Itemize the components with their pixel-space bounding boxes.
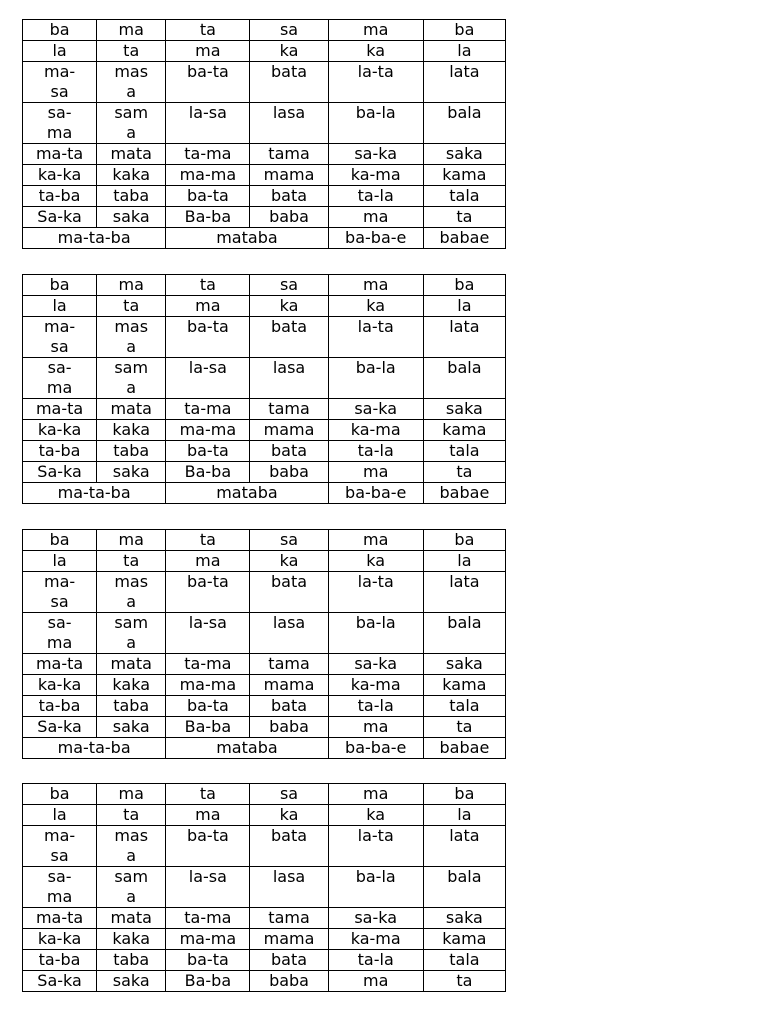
cell: la-sa [166, 358, 250, 399]
cell: la [423, 296, 505, 317]
cell [23, 867, 97, 908]
cell: la-ta [328, 317, 423, 358]
cell: ba-la [328, 358, 423, 399]
cell: sa [250, 20, 328, 41]
cell: ma [328, 20, 423, 41]
cell-line: mas [114, 317, 149, 336]
cell: kama [423, 165, 505, 186]
table-row [23, 572, 506, 613]
cell: ba-la [328, 613, 423, 654]
cell: ta [423, 971, 505, 992]
cell: lata [423, 317, 505, 358]
table-row [23, 530, 506, 551]
cell: ba [23, 275, 97, 296]
cell: taba [97, 186, 166, 207]
cell: la-ta [328, 826, 423, 867]
cell: sa [250, 275, 328, 296]
cell: ta-ba [23, 696, 97, 717]
cell: ma-ma [166, 675, 250, 696]
cell: la-sa [166, 103, 250, 144]
cell: ba-ta [166, 826, 250, 867]
cell: saka [97, 971, 166, 992]
cell-line: sam [114, 358, 149, 377]
cell [97, 826, 166, 867]
cell: ma [328, 462, 423, 483]
cell: bata [250, 317, 328, 358]
cell: saka [423, 144, 505, 165]
cell: ta-ma [166, 654, 250, 675]
cell: mata [97, 654, 166, 675]
cell-line: a [126, 378, 137, 397]
cell: baba [250, 462, 328, 483]
cell: ka-ma [328, 675, 423, 696]
cell: mama [250, 929, 328, 950]
cell: ta [97, 805, 166, 826]
cell: ka-ma [328, 929, 423, 950]
cell: kaka [97, 675, 166, 696]
cell: Sa-ka [23, 717, 97, 738]
cell: kaka [97, 420, 166, 441]
cell-line: sa- [47, 358, 72, 377]
cell: kama [423, 420, 505, 441]
cell [97, 613, 166, 654]
cell: ta-la [328, 696, 423, 717]
cell [23, 317, 97, 358]
cell [23, 826, 97, 867]
cell-line: a [126, 82, 137, 101]
cell: ma-ma [166, 929, 250, 950]
cell: ma-ta [23, 144, 97, 165]
table-row [23, 696, 506, 717]
cell: ma-ma [166, 420, 250, 441]
cell: tama [250, 908, 328, 929]
cell [97, 358, 166, 399]
table-row [23, 358, 506, 399]
cell: ba-la [328, 867, 423, 908]
table-row [23, 228, 506, 249]
cell: ba-ta [166, 317, 250, 358]
table-row [23, 103, 506, 144]
table-row [23, 441, 506, 462]
cell: tala [423, 696, 505, 717]
cell: ma-ta [23, 399, 97, 420]
cell: Sa-ka [23, 462, 97, 483]
cell: ma [328, 275, 423, 296]
table-row [23, 867, 506, 908]
cell: saka [97, 462, 166, 483]
cell [23, 572, 97, 613]
cell: ta [423, 717, 505, 738]
cell: bala [423, 103, 505, 144]
cell: ma-ta-ba [23, 228, 166, 249]
cell: lasa [250, 103, 328, 144]
cell: bala [423, 358, 505, 399]
cell: saka [423, 908, 505, 929]
cell: Ba-ba [166, 462, 250, 483]
cell: ma [97, 530, 166, 551]
cell: ta [97, 296, 166, 317]
cell-line: sam [114, 867, 149, 886]
cell-line: mas [114, 62, 149, 81]
cell [97, 62, 166, 103]
cell: ta [166, 20, 250, 41]
cell [97, 103, 166, 144]
cell: ka-ma [328, 420, 423, 441]
cell: ma [97, 20, 166, 41]
cell: ma [166, 805, 250, 826]
cell: bata [250, 826, 328, 867]
cell: lasa [250, 358, 328, 399]
cell: sa [250, 784, 328, 805]
cell: ta-la [328, 441, 423, 462]
cell: ta-ba [23, 441, 97, 462]
cell: ka [328, 551, 423, 572]
table-row [23, 62, 506, 103]
cell-line: a [126, 633, 137, 652]
cell: Ba-ba [166, 971, 250, 992]
cell: bala [423, 613, 505, 654]
cell: ma [328, 784, 423, 805]
table-row [23, 908, 506, 929]
table-row [23, 483, 506, 504]
cell: mama [250, 165, 328, 186]
table-row [23, 738, 506, 759]
cell: bata [250, 62, 328, 103]
cell: sa-ka [328, 399, 423, 420]
cell: ka [250, 805, 328, 826]
cell: babae [423, 228, 505, 249]
cell: saka [423, 654, 505, 675]
cell: ta-ba [23, 186, 97, 207]
cell: Sa-ka [23, 971, 97, 992]
cell: tala [423, 950, 505, 971]
table-row [23, 207, 506, 228]
table-row [23, 613, 506, 654]
cell: Sa-ka [23, 207, 97, 228]
cell: Ba-ba [166, 717, 250, 738]
cell: ma [328, 971, 423, 992]
cell: ta [97, 551, 166, 572]
cell: lata [423, 62, 505, 103]
cell-line: sa [50, 337, 69, 356]
cell: ba [423, 784, 505, 805]
cell: sa-ka [328, 654, 423, 675]
cell [97, 317, 166, 358]
cell: ba-ta [166, 572, 250, 613]
cell: ba-ta [166, 441, 250, 462]
cell: ta [97, 41, 166, 62]
cell: ma [328, 530, 423, 551]
cell: la [23, 296, 97, 317]
cell: baba [250, 717, 328, 738]
cell: saka [423, 399, 505, 420]
cell: ka-ka [23, 675, 97, 696]
cell-line: ma- [43, 572, 76, 591]
cell: Ba-ba [166, 207, 250, 228]
cell: la-sa [166, 613, 250, 654]
cell: bala [423, 867, 505, 908]
cell-line: sa [50, 592, 69, 611]
cell-line: ma [46, 123, 73, 142]
cell: kama [423, 929, 505, 950]
table-row [23, 165, 506, 186]
syllable-table-3 [22, 529, 506, 759]
cell [97, 867, 166, 908]
cell: ba-ta [166, 696, 250, 717]
cell: tama [250, 654, 328, 675]
cell: ba-ba-e [328, 483, 423, 504]
cell: mama [250, 420, 328, 441]
cell: ta-la [328, 186, 423, 207]
cell: ta-ma [166, 399, 250, 420]
cell: la [23, 551, 97, 572]
cell: mataba [166, 483, 328, 504]
cell: ma [166, 551, 250, 572]
cell: ma [97, 275, 166, 296]
cell: ta-la [328, 950, 423, 971]
cell-line: ma [46, 633, 73, 652]
table-row [23, 20, 506, 41]
cell: ba [423, 275, 505, 296]
cell: tama [250, 144, 328, 165]
cell: ba-ta [166, 186, 250, 207]
cell-line: mas [114, 572, 149, 591]
cell: ta [423, 462, 505, 483]
cell: saka [97, 717, 166, 738]
cell: ba-ta [166, 62, 250, 103]
cell: ba [423, 20, 505, 41]
cell-line: ma- [43, 826, 76, 845]
table-row [23, 929, 506, 950]
table-row [23, 144, 506, 165]
cell [97, 572, 166, 613]
cell: ba-ba-e [328, 228, 423, 249]
cell: ka [328, 805, 423, 826]
table-row [23, 784, 506, 805]
cell: ma-ta [23, 654, 97, 675]
cell: ka [250, 551, 328, 572]
table-row [23, 826, 506, 867]
cell: mataba [166, 738, 328, 759]
cell: mataba [166, 228, 328, 249]
cell-line: sam [114, 103, 149, 122]
cell-line: a [126, 123, 137, 142]
cell-line: a [126, 846, 137, 865]
table-row [23, 317, 506, 358]
cell-line: sa [50, 846, 69, 865]
cell: sa-ka [328, 908, 423, 929]
cell: taba [97, 950, 166, 971]
cell: sa-ka [328, 144, 423, 165]
cell: saka [97, 207, 166, 228]
cell: la-sa [166, 867, 250, 908]
table-row [23, 186, 506, 207]
cell: ma [166, 296, 250, 317]
cell-line: sa- [47, 867, 72, 886]
cell: ba [23, 20, 97, 41]
cell: la-ta [328, 62, 423, 103]
cell: ba-ta [166, 950, 250, 971]
cell: tala [423, 441, 505, 462]
cell: bata [250, 696, 328, 717]
cell-line: ma [46, 887, 73, 906]
cell: ta [166, 275, 250, 296]
cell: mata [97, 399, 166, 420]
cell: kaka [97, 929, 166, 950]
cell: ta-ba [23, 950, 97, 971]
cell-line: ma [46, 378, 73, 397]
cell: bata [250, 186, 328, 207]
cell: sa [250, 530, 328, 551]
cell: ma [328, 717, 423, 738]
cell: mata [97, 908, 166, 929]
cell: ka [250, 296, 328, 317]
cell: bata [250, 950, 328, 971]
cell: baba [250, 207, 328, 228]
cell: ma [328, 207, 423, 228]
cell: lasa [250, 867, 328, 908]
syllable-table-4 [22, 783, 506, 992]
cell: la [423, 805, 505, 826]
table-row [23, 420, 506, 441]
cell-line: ma- [43, 62, 76, 81]
cell: ka [328, 296, 423, 317]
cell: ma [97, 784, 166, 805]
cell-line: a [126, 887, 137, 906]
cell: ka [250, 41, 328, 62]
cell: mata [97, 144, 166, 165]
cell-line: ma- [43, 317, 76, 336]
table-row [23, 399, 506, 420]
cell: lata [423, 572, 505, 613]
cell: taba [97, 441, 166, 462]
cell: ba-ba-e [328, 738, 423, 759]
cell: kaka [97, 165, 166, 186]
table-row [23, 462, 506, 483]
cell: la [423, 41, 505, 62]
cell: babae [423, 483, 505, 504]
table-row [23, 296, 506, 317]
cell: ta [166, 784, 250, 805]
syllable-table-2 [22, 274, 506, 504]
cell: la [23, 805, 97, 826]
cell: ma-ta [23, 908, 97, 929]
cell: ka [328, 41, 423, 62]
cell-line: a [126, 592, 137, 611]
cell: ka-ka [23, 929, 97, 950]
cell-line: sa [50, 82, 69, 101]
cell: ma-ta-ba [23, 738, 166, 759]
cell-line: sa- [47, 103, 72, 122]
cell: tama [250, 399, 328, 420]
cell: kama [423, 675, 505, 696]
cell: bata [250, 572, 328, 613]
cell: ma [166, 41, 250, 62]
cell: la-ta [328, 572, 423, 613]
table-row [23, 950, 506, 971]
cell: ba-la [328, 103, 423, 144]
cell [23, 358, 97, 399]
cell-line: a [126, 337, 137, 356]
cell-line: sam [114, 613, 149, 632]
cell: lata [423, 826, 505, 867]
cell [23, 103, 97, 144]
table-row [23, 971, 506, 992]
cell: ma-ma [166, 165, 250, 186]
table-row [23, 675, 506, 696]
cell: ta-ma [166, 908, 250, 929]
cell-line: mas [114, 826, 149, 845]
cell: la [423, 551, 505, 572]
cell: ma-ta-ba [23, 483, 166, 504]
cell: ba [23, 530, 97, 551]
table-row [23, 654, 506, 675]
syllable-table-1 [22, 19, 506, 249]
cell: baba [250, 971, 328, 992]
cell: ta-ma [166, 144, 250, 165]
table-row [23, 717, 506, 738]
cell [23, 613, 97, 654]
cell: ka-ka [23, 420, 97, 441]
cell: ba [23, 784, 97, 805]
table-row [23, 41, 506, 62]
cell: lasa [250, 613, 328, 654]
cell: bata [250, 441, 328, 462]
cell: ta [166, 530, 250, 551]
cell: taba [97, 696, 166, 717]
cell: tala [423, 186, 505, 207]
cell: la [23, 41, 97, 62]
cell: mama [250, 675, 328, 696]
cell-line: sa- [47, 613, 72, 632]
table-row [23, 805, 506, 826]
cell: ba [423, 530, 505, 551]
cell: ta [423, 207, 505, 228]
cell: ka-ka [23, 165, 97, 186]
table-row [23, 275, 506, 296]
table-row [23, 551, 506, 572]
cell: babae [423, 738, 505, 759]
cell [23, 62, 97, 103]
cell: ka-ma [328, 165, 423, 186]
